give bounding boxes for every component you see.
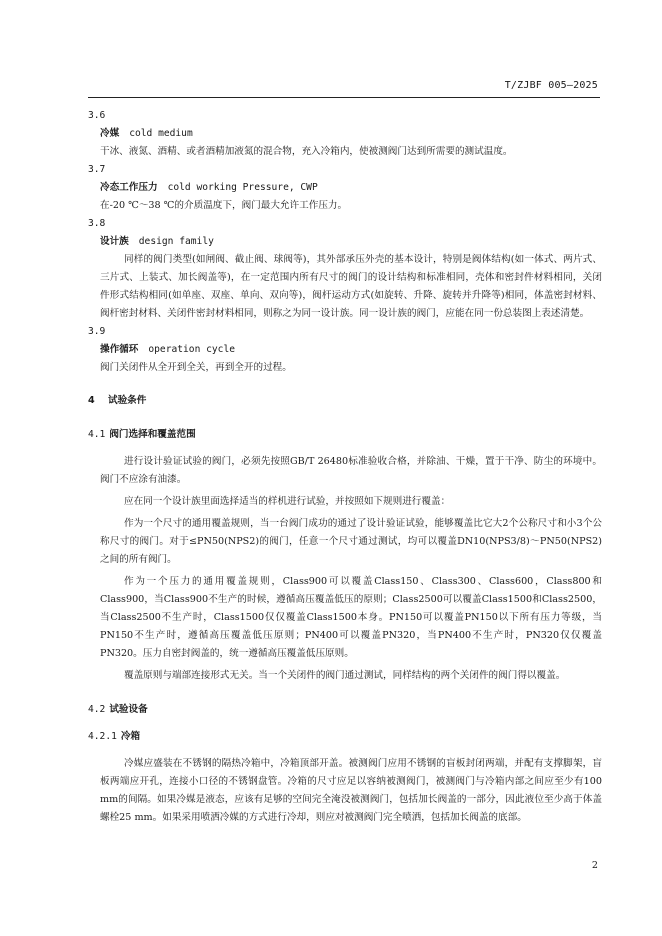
clause-number-3-7: 3.7 (88, 164, 106, 175)
standard-code: T/ZJBF 005—2025 (504, 80, 598, 91)
term-operation-cycle (88, 341, 602, 359)
paragraph: 作为一个尺寸的通用覆盖规则，当一台阀门成功的通过了设计验证试验，能够覆盖比它大2个公称尺寸和小3个公称尺寸的阀门。对于≤PN50(NPS2)的阀门，任意一个尺寸通过测试，均可以覆盖DN10(NPS3/8)～PN50(NPS2)之间的所有阀门。 (100, 518, 602, 565)
clause-number-3-8: 3.8 (88, 218, 106, 229)
term-en: design family (138, 236, 214, 247)
clause-number-3-6: 3.6 (88, 110, 106, 121)
document-body (88, 107, 602, 827)
term-en: cold working Pressure, CWP (167, 182, 318, 193)
section-title: 试验条件 (108, 395, 147, 406)
subsection-number: 4.1 (88, 429, 106, 440)
definition-operation-cycle: 阀门关闭件从全开到全关，再到全开的过程。 (100, 362, 292, 373)
subsection-number: 4.2.1 (88, 731, 117, 742)
page-number: 2 (591, 860, 598, 871)
definition-cwp: 在-20 ℃～38 ℃的介质温度下，阀门最大允许工作压力。 (100, 200, 348, 211)
clause-number-3-9: 3.9 (88, 326, 106, 337)
term-cwp (88, 179, 602, 197)
term-en: cold medium (129, 128, 193, 139)
subsection-title: 冷箱 (120, 731, 141, 742)
definition-cold-medium: 干冰、液氮、酒精、或者酒精加液氮的混合物，充入冷箱内，使被测阀门达到所需要的测试温度。 (100, 146, 513, 157)
term-cn: 冷媒 (100, 128, 120, 139)
paragraph: 进行设计验证试验的阀门，必须先按照GB/T 26480标准验收合格，并除油、干燥，置于干净、防尘的环境中。阀门不应涂有油漆。 (100, 456, 602, 485)
term-cn: 操作循环 (100, 344, 139, 355)
header-rule (88, 97, 600, 98)
section-number: 4 (88, 395, 95, 406)
subsection-title: 试验设备 (109, 704, 148, 715)
term-cn: 设计族 (100, 236, 129, 247)
definition-design-family: 同样的阀门类型(如闸阀、截止阀、球阀等)，其外部承压外壳的基本设计，特别是阀体结构(如一体式、两片式、三片式、上装式、加长阀盖等)，在一定范围内所有尺寸的阀门的设计结构和标准相同，壳体和密封件材料相同，关闭件形式结构相同(如单座、双座、单向、双向等)，阀杆运动方式(如旋转、升降、旋转并升降等)相同，体盖密封材料、阀杆密封材料、关闭件密封材料相同，则称之为同一设计族。同一设计族的阀门，应能在同一份总装图上表述清楚。 (100, 254, 602, 319)
term-cold-medium (88, 125, 602, 143)
subsection-title: 阀门选择和覆盖范围 (109, 429, 196, 440)
term-cn: 冷态工作压力 (100, 182, 158, 193)
section-heading-4 (88, 392, 602, 410)
term-design-family (88, 233, 602, 251)
paragraph: 应在同一个设计族里面选择适当的样机进行试验，并按照如下规则进行覆盖： (124, 496, 451, 507)
subsection-heading-4-1 (88, 426, 602, 444)
paragraph: 冷媒应盛装在不锈钢的隔热冷箱中，冷箱顶部开盖。被测阀门应用不锈钢的盲板封闭两端，并配有支撑脚架，盲板两端应开孔，连接小口径的不锈钢盘管。冷箱的尺寸应足以容纳被测阀门，被测阀门与冷箱内部之间应至少有100 mm的间隔。如果冷媒是液态，应该有足够的空间完全淹没被测阀门，包括加长阀盖的一部分，因此液位至少高于体盖螺栓25 mm。如果采用喷洒冷媒的方式进行冷却，则应对被测阀门完全喷洒，包括加长阀盖的底部。 (100, 758, 602, 823)
term-en: operation cycle (148, 344, 236, 355)
paragraph: 作为一个压力的通用覆盖规则，Class900可以覆盖Class150、Class300、Class600，Class800和Class900，当Class900不生产的时候，遵循高压覆盖低压的原则；Class2500可以覆盖Class1500和Class2500，当Class2500不生产时，Class1500仅仅覆盖Class1500本身。PN150可以覆盖PN150以下所有压力等级，当PN150不生产时，遵循高压覆盖低压原则；PN400可以覆盖PN320，当PN400不生产时，PN320仅仅覆盖PN320。压力自密封阀盖的，统一遵循高压覆盖低压原则。 (100, 576, 602, 659)
subsection-number: 4.2 (88, 704, 106, 715)
subsection-heading-4-2-1 (88, 728, 602, 746)
paragraph: 覆盖原则与端部连接形式无关。当一个关闭件的阀门通过测试，同样结构的两个关闭件的阀门得以覆盖。 (124, 670, 566, 681)
subsection-heading-4-2 (88, 701, 602, 719)
